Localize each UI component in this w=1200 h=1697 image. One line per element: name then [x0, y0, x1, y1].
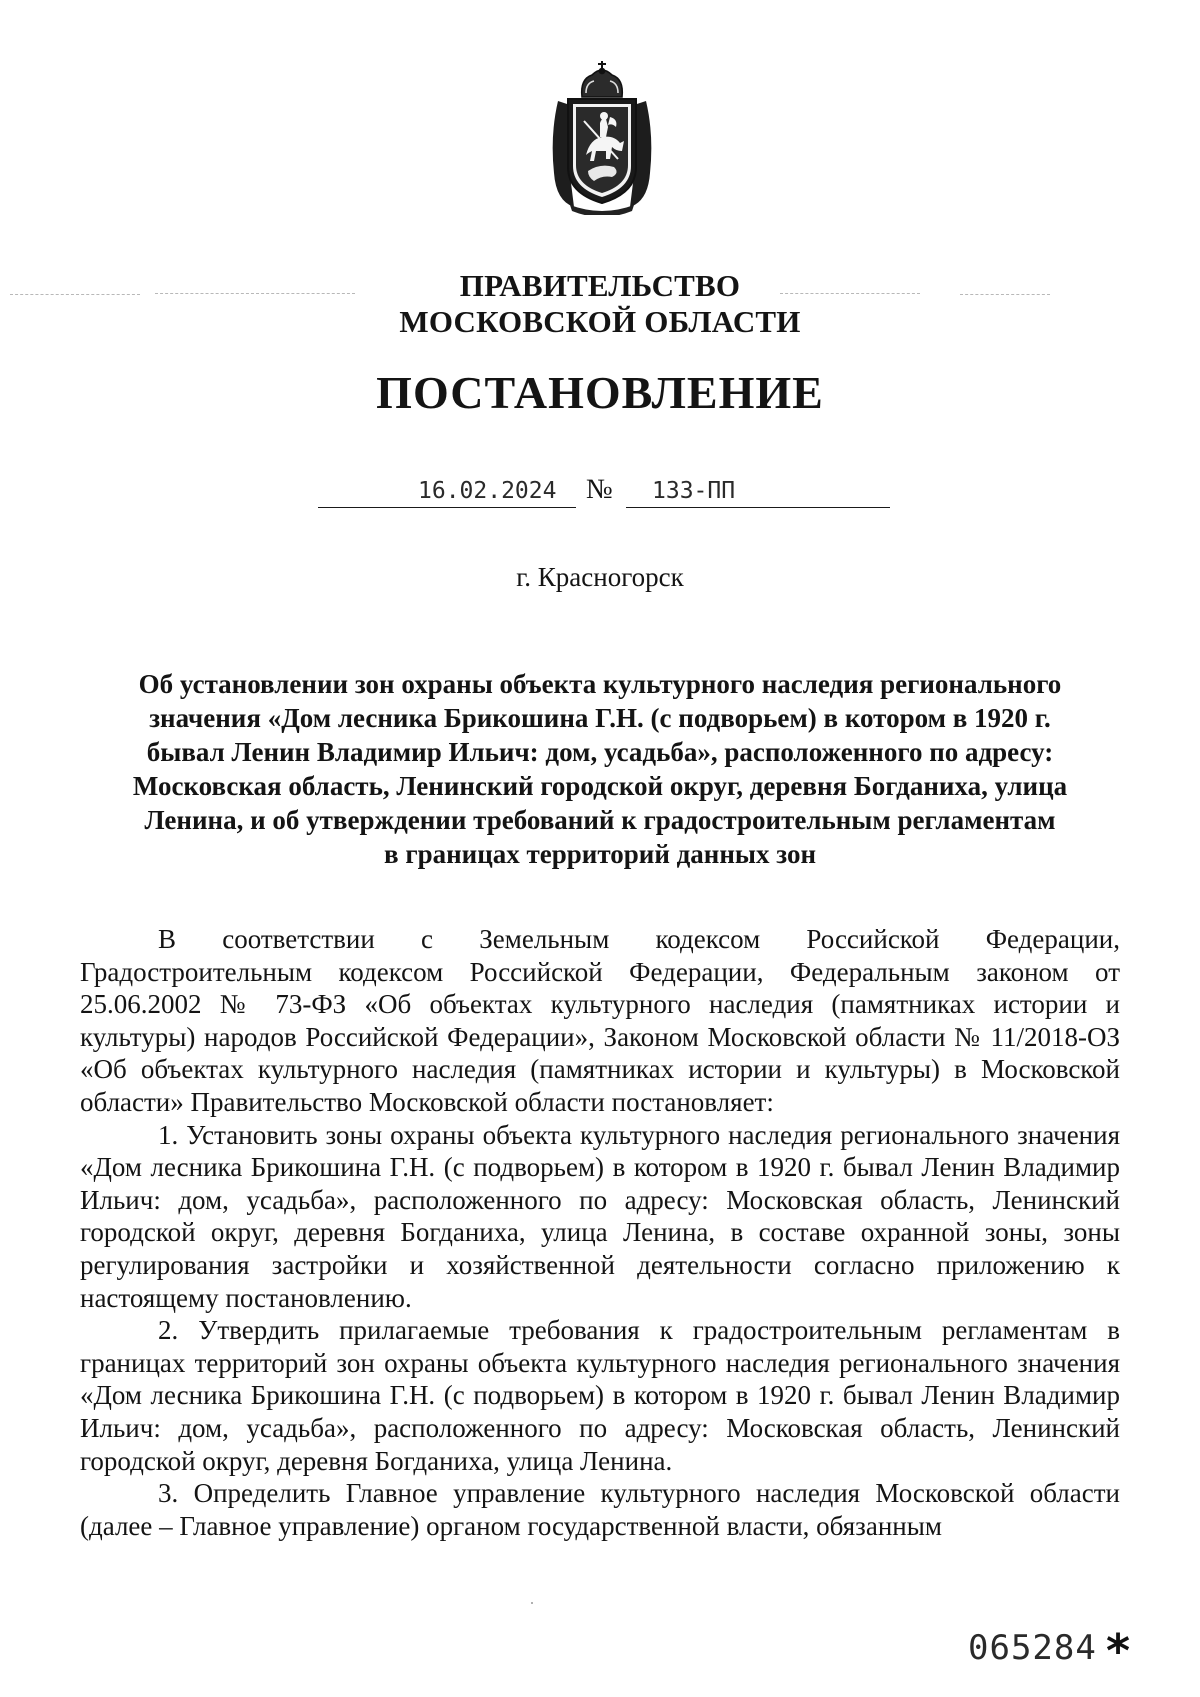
coat-of-arms-emblem	[540, 55, 664, 215]
document-type-heading: ПОСТАНОВЛЕНИЕ	[376, 367, 824, 418]
serial-number: 065284	[968, 1628, 1097, 1668]
document-number: 133-ПП	[652, 478, 736, 504]
subject-line: Московская область, Ленинский городской округ, деревня Богданиха, улица	[132, 771, 1068, 801]
clause-1-paragraph: 1. Установить зоны охраны объекта культурного наследия регионального значения «Дом лесника Брикошина Г.Н. (с подворьем) в котором в 1920 г. бывал Ленин Владимир Ильич: дом, усадьба», расположенного по адресу: Московская область, Ленинский городской округ, деревня Богданиха, улица Ленина, в составе охранной зоны, зоны регулирования застройки и хозяйственной деятельности согласно приложению к настоящему постановлению.	[80, 1119, 1120, 1313]
clause-3-paragraph: 3. Определить Главное управление культурного наследия Московской области (далее – Главное управление) органом государственной власти, обязанным	[80, 1478, 1120, 1541]
government-name-line1: ПРАВИТЕЛЬСТВО	[459, 268, 741, 303]
document-date: 16.02.2024	[418, 478, 557, 504]
clause-2-paragraph: 2. Утвердить прилагаемые требования к градостроительным регламентам в границах территорий зон охраны объекта культурного наследия регионального значения «Дом лесника Брикошина Г.Н. (с подворьем) в котором в 1920 г. бывал Ленин Владимир Ильич: дом, усадьба», расположенного по адресу: Московская область, Ленинский городской округ, деревня Богданиха, улица Ленина.	[80, 1315, 1120, 1476]
decree-body	[80, 923, 1120, 1542]
subject-line: бывал Ленин Владимир Ильич: дом, усадьба», расположенного по адресу:	[146, 737, 1054, 767]
subject-line: Об установлении зон охраны объекта культурного наследия регионального	[138, 669, 1062, 699]
place-of-issue: г. Красногорск	[516, 562, 684, 592]
government-name-line2: МОСКОВСКОЙ ОБЛАСТИ	[399, 304, 801, 339]
decree-subject	[92, 667, 1108, 871]
asterisk-mark: *	[1106, 1624, 1131, 1678]
subject-line: в границах территорий данных зон	[384, 839, 816, 869]
subject-line: значения «Дом лесника Брикошина Г.Н. (с подворьем) в котором в 1920 г.	[149, 703, 1051, 733]
scan-speck	[531, 1602, 533, 1604]
preamble-paragraph: В соответствии с Земельным кодексом Российской Федерации, Градостроительным кодексом Российской Федерации, Федеральным законом от 25.06.2002 № 73-ФЗ «Об объектах культурного наследия (памятниках истории и культуры) народов Российской Федерации», Законом Московской области № 11/2018-ОЗ «Об объектах культурного наследия (памятниках истории и культуры) в Московской области» Правительство Московской области постановляет:	[80, 924, 1120, 1117]
subject-line: Ленина, и об утверждении требований к градостроительным регламентам	[144, 805, 1056, 835]
registration-line	[318, 468, 890, 508]
number-sign: №	[586, 474, 613, 505]
